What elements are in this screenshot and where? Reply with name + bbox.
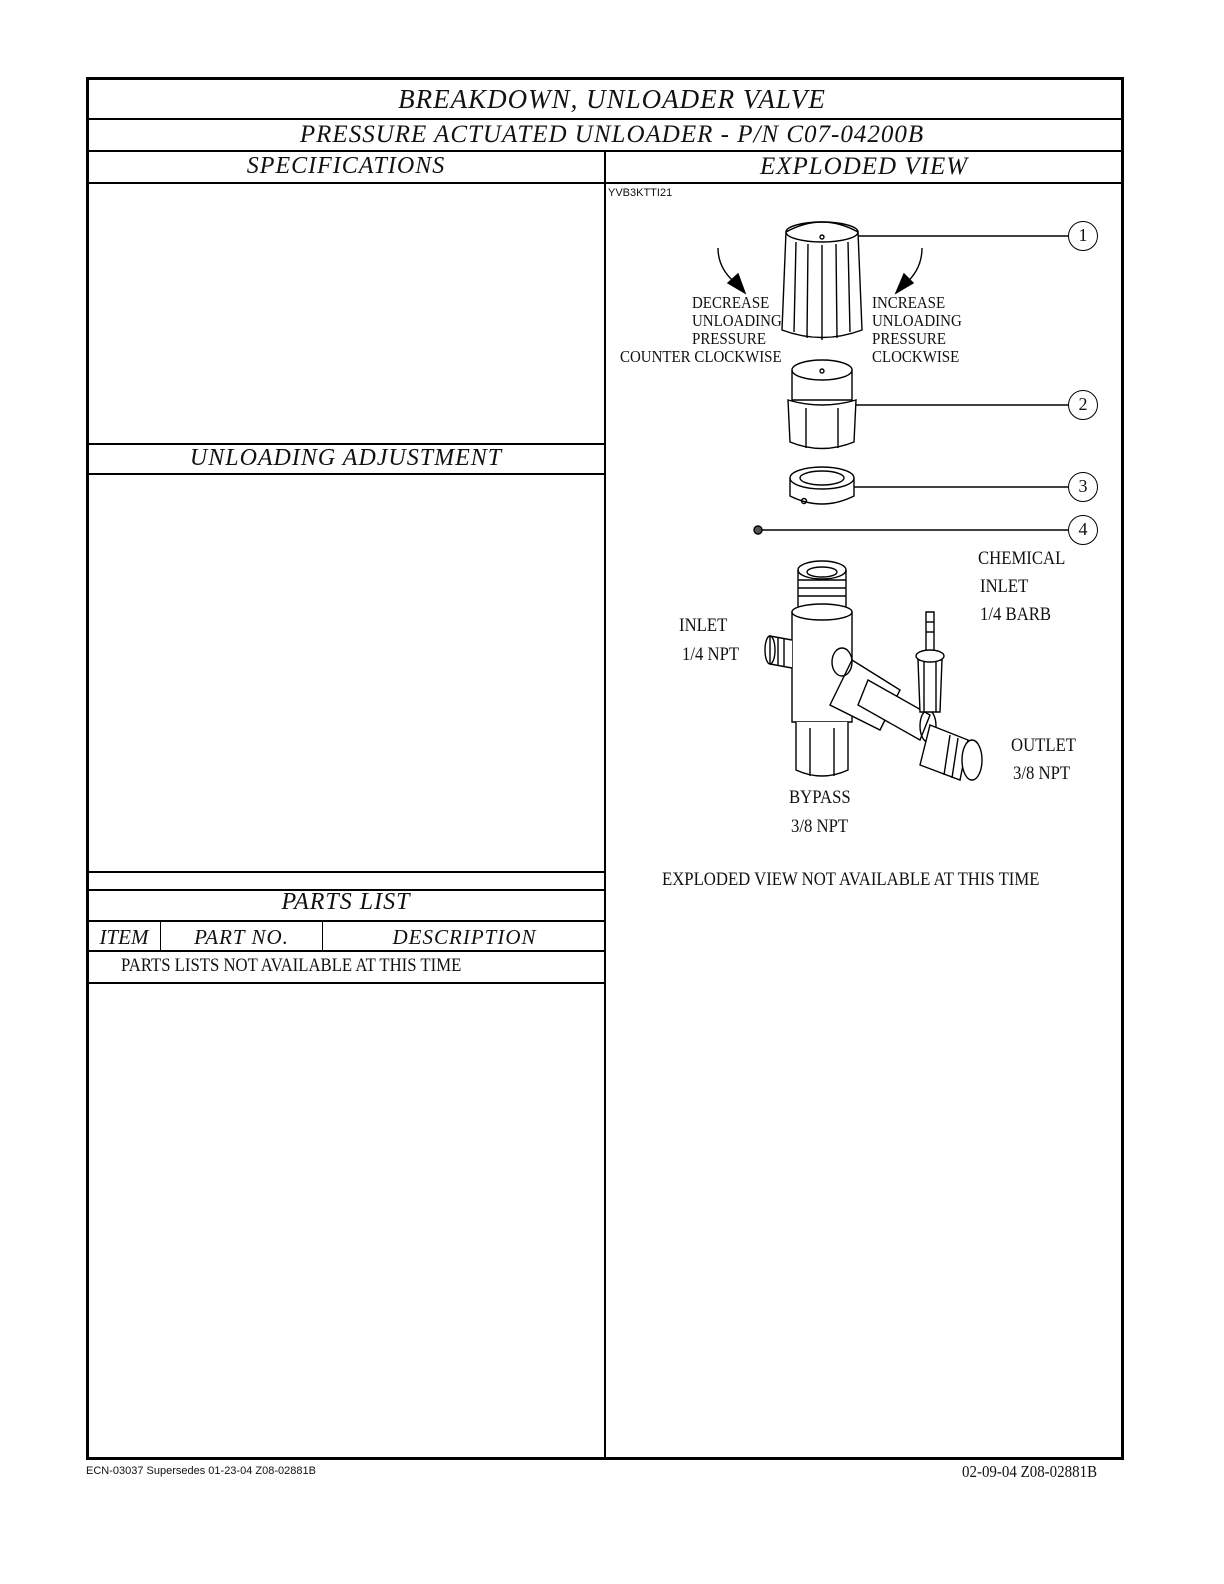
callout-3: 3 [1068, 472, 1098, 502]
parts-list-header: PARTS LIST [281, 889, 411, 915]
callout-1: 1 [1068, 221, 1098, 251]
unloading-adjustment-header: UNLOADING ADJUSTMENT [189, 445, 503, 471]
drawing-code: YVB3KTTI21 [608, 187, 673, 199]
inlet-label-line2: 1/4 NPT [682, 644, 740, 665]
increase-label-line1: INCREASE [872, 293, 946, 312]
outlet-label-line1: OUTLET [1011, 735, 1077, 756]
chemical-label-line3: 1/4 BARB [980, 604, 1052, 625]
bypass-label-line1: BYPASS [789, 787, 851, 808]
increase-label-line4: CLOCKWISE [872, 347, 960, 366]
hex-cap [788, 360, 856, 449]
decrease-label-line2: UNLOADING [692, 311, 782, 330]
parts-list-note: PARTS LISTS NOT AVAILABLE AT THIS TIME [121, 955, 462, 976]
adjustment-knob [782, 222, 862, 340]
footer-right: 02-09-04 Z08-02881B [962, 1462, 1098, 1481]
lock-nut [790, 467, 854, 504]
chemical-label-line1: CHEMICAL [978, 548, 1066, 569]
exploded-view-note: EXPLODED VIEW NOT AVAILABLE AT THIS TIME [662, 869, 1040, 890]
callout-4: 4 [1068, 515, 1098, 545]
increase-label-line2: UNLOADING [872, 311, 962, 330]
page-subtitle: PRESSURE ACTUATED UNLOADER - P/N C07-04200B [299, 121, 925, 148]
valve-body [765, 561, 982, 780]
page-title: BREAKDOWN, UNLOADER VALVE [398, 84, 826, 114]
inlet-label-line1: INLET [679, 615, 728, 636]
exploded-view-header: EXPLODED VIEW [759, 153, 969, 180]
increase-label-line3: PRESSURE [872, 329, 947, 348]
set-screw [754, 526, 762, 534]
decrease-label-line4: COUNTER CLOCKWISE [620, 347, 782, 366]
parts-col-description: DESCRIPTION [392, 925, 537, 949]
chemical-label-line2: INLET [980, 576, 1029, 597]
parts-col-part-no: PART NO. [194, 925, 289, 949]
bypass-label-line2: 3/8 NPT [791, 816, 849, 837]
outlet-label-line2: 3/8 NPT [1013, 763, 1071, 784]
footer-left: ECN-03037 Supersedes 01-23-04 Z08-02881B [86, 1465, 316, 1477]
parts-col-item: ITEM [99, 925, 149, 949]
decrease-label-line1: DECREASE [692, 293, 770, 312]
callout-2: 2 [1068, 390, 1098, 420]
decrease-label-line3: PRESSURE [692, 329, 767, 348]
specifications-header: SPECIFICATIONS [246, 153, 446, 179]
